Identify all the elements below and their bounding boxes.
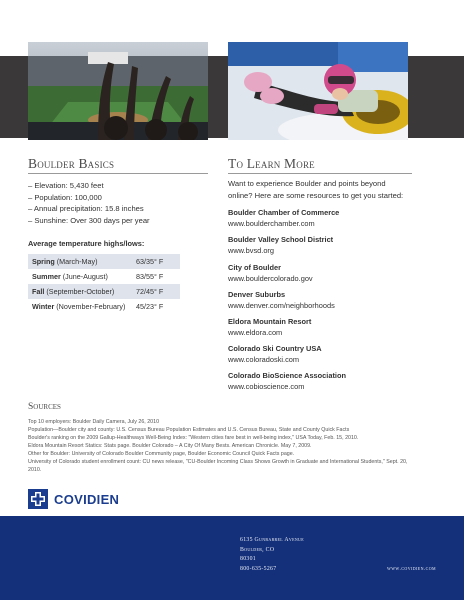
season-label: Fall: [32, 287, 45, 296]
resource-item: [228, 289, 335, 311]
list-item: – Population: 100,000: [28, 192, 150, 204]
logo-wordmark: COVIDIEN: [54, 491, 120, 507]
season-months: (March-May): [54, 257, 98, 266]
source-line: Top 10 employers: Boulder Daily Camera, July 26, 2010: [28, 419, 160, 425]
learn-more-heading: To Learn More: [228, 156, 315, 171]
temps-heading: Average temperature highs/lows:: [28, 239, 145, 248]
source-line: Other for Boulder: University of Colorado Boulder Community page, Boulder Economic Council Quick Facts page.: [28, 451, 295, 457]
snow-tubing-photo: [228, 42, 408, 140]
resource-name: Colorado Ski Country USA: [228, 344, 322, 353]
covidien-logo: [28, 489, 119, 509]
source-line: Eldora Mountain Resort Statics: Stats page. Boulder Colorado – A City Of Many Bests. American Chronicle. May 7, 2009.: [28, 443, 312, 449]
list-item: – Elevation: 5,430 feet: [28, 180, 150, 192]
learn-intro: Want to experience Boulder and points beyond online? Here are some resources to get you started:: [228, 179, 404, 200]
boulder-basics-heading: Boulder Basics: [28, 156, 115, 171]
table-row: [28, 269, 180, 284]
table-row: [28, 254, 180, 269]
address-zip: 80301: [240, 556, 256, 562]
address-street: 6135 Gunbarrel Avenue: [240, 537, 304, 543]
footer-website-link[interactable]: www.covidien.com: [387, 566, 436, 572]
resource-item: [228, 207, 339, 229]
resource-name: Denver Suburbs: [228, 290, 286, 299]
source-line: University of Colorado student enrollment count: CU news release, "CU-Boulder Incoming Class Shows Growth in Graduate and International Students," Sept. 20, 2010.: [28, 459, 408, 473]
footer-band: [0, 516, 464, 600]
season-months: (November-February): [54, 302, 126, 311]
table-row: [28, 284, 180, 299]
source-line: Population—Boulder city and county: U.S. Census Bureau Population Estimates and U.S. Census Bureau, State and County Quick Facts: [28, 427, 350, 433]
address-city: Boulder, CO: [240, 546, 275, 553]
covidien-cross-icon: [28, 489, 48, 509]
footer-address: [240, 536, 304, 565]
resource-link[interactable]: www.bouldercolorado.gov: [228, 274, 313, 283]
list-item: – Annual precipitation: 15.8 inches: [28, 203, 150, 215]
resource-name: Boulder Chamber of Commerce: [228, 208, 340, 217]
divider: [228, 173, 412, 174]
season-label: Spring: [32, 257, 55, 266]
sources-list: [28, 418, 412, 474]
season-months: (June-August): [60, 272, 108, 281]
season-label: Summer: [32, 272, 61, 281]
temp-value: 45/23° F: [136, 302, 164, 311]
facts-list: [28, 180, 150, 226]
temp-value: 83/55° F: [136, 272, 164, 281]
resource-item: [228, 262, 313, 284]
resource-name: Colorado BioScience Association: [228, 371, 347, 380]
table-row: [28, 299, 180, 314]
temp-value: 72/45° F: [132, 284, 180, 299]
temp-value: 63/35° F: [132, 254, 180, 269]
resource-link[interactable]: www.coloradoski.com: [228, 355, 300, 364]
resource-item: [228, 316, 311, 338]
resource-name: Boulder Valley School District: [228, 235, 334, 244]
season-months: (September-October): [44, 287, 115, 296]
divider: [28, 173, 208, 174]
resource-item: [228, 343, 322, 365]
resource-item: [228, 370, 346, 392]
resource-link[interactable]: www.cobioscience.com: [228, 382, 305, 391]
resource-link[interactable]: www.eldora.com: [228, 328, 283, 337]
list-item: – Sunshine: Over 300 days per year: [28, 215, 150, 227]
season-label: Winter: [32, 302, 55, 311]
footer-phone: 800-635-5267: [240, 566, 277, 572]
resource-name: Eldora Mountain Resort: [228, 317, 312, 326]
resource-link[interactable]: www.denver.com/neighborhoods: [228, 301, 335, 310]
resource-name: City of Boulder: [228, 263, 281, 272]
sources-heading: Sources: [28, 402, 61, 412]
source-line: Boulder's ranking on the 2009 Gallup-Healthways Well-Being Index: "Western cities fare best in well-being index," USA Today, Feb. 15, 2010.: [28, 435, 359, 441]
resource-link[interactable]: www.bvsd.org: [228, 246, 275, 255]
resource-item: [228, 234, 333, 256]
temps-table: [28, 254, 180, 314]
resource-link[interactable]: www.boulderchamber.com: [228, 219, 315, 228]
stadium-photo: [28, 42, 208, 140]
